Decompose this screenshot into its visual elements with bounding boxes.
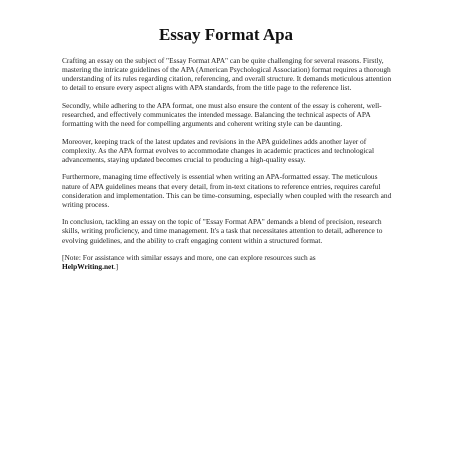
helpwriting-link[interactable]: HelpWriting.net <box>62 262 114 272</box>
document-body <box>62 56 394 280</box>
note-suffix: .] <box>113 262 119 272</box>
paragraph-content: Secondly, while adhering to the APA format, one must also ensure the content of the essay is coherent, well-researched, and effectively communicates the intended message. Balancing the technical aspects of APA formatting with the need for compelling arguments and coherent writing style can be daunting. <box>62 100 382 129</box>
paragraph-time-management: Furthermore, managing time effectively is essential when writing an APA-formatted essay. The meticulous nature of APA guidelines means that every detail, from in-text citations to reference entries, requires careful consideration and implementation. This can be time-consuming, especially when coupled with the research and writing process. <box>62 172 392 209</box>
note-prefix: [Note: For assistance with similar essays and more, one can explore resources such as <box>62 253 316 263</box>
paragraph-conclusion: In conclusion, tackling an essay on the topic of "Essay Format APA" demands a blend of precision, research skills, writing proficiency, and time management. It's a task that necessitates attention to detail, adherence to evolving guidelines, and the ability to craft engaging content within a structured format. <box>62 217 383 245</box>
page-title: Essay Format Apa <box>158 25 294 44</box>
paragraph-intro: Crafting an essay on the subject of "Essay Format APA" can be quite challenging for several reasons. Firstly, mastering the intricate guidelines of the APA (American Psychological Association) format requires a thorough understanding of its rules regarding citation, referencing, and overall structure. It demands meticulous attention to detail to ensure every aspect aligns with APA standards, from the title page to the reference list. <box>62 56 392 93</box>
note-paragraph <box>62 253 394 271</box>
paragraph-updates: Moreover, keeping track of the latest updates and revisions in the APA guidelines adds another layer of complexity. As the APA format evolves to accommodate changes in academic practices and technological advancements, staying updated becomes crucial to producing a high-quality essay. <box>62 136 375 164</box>
